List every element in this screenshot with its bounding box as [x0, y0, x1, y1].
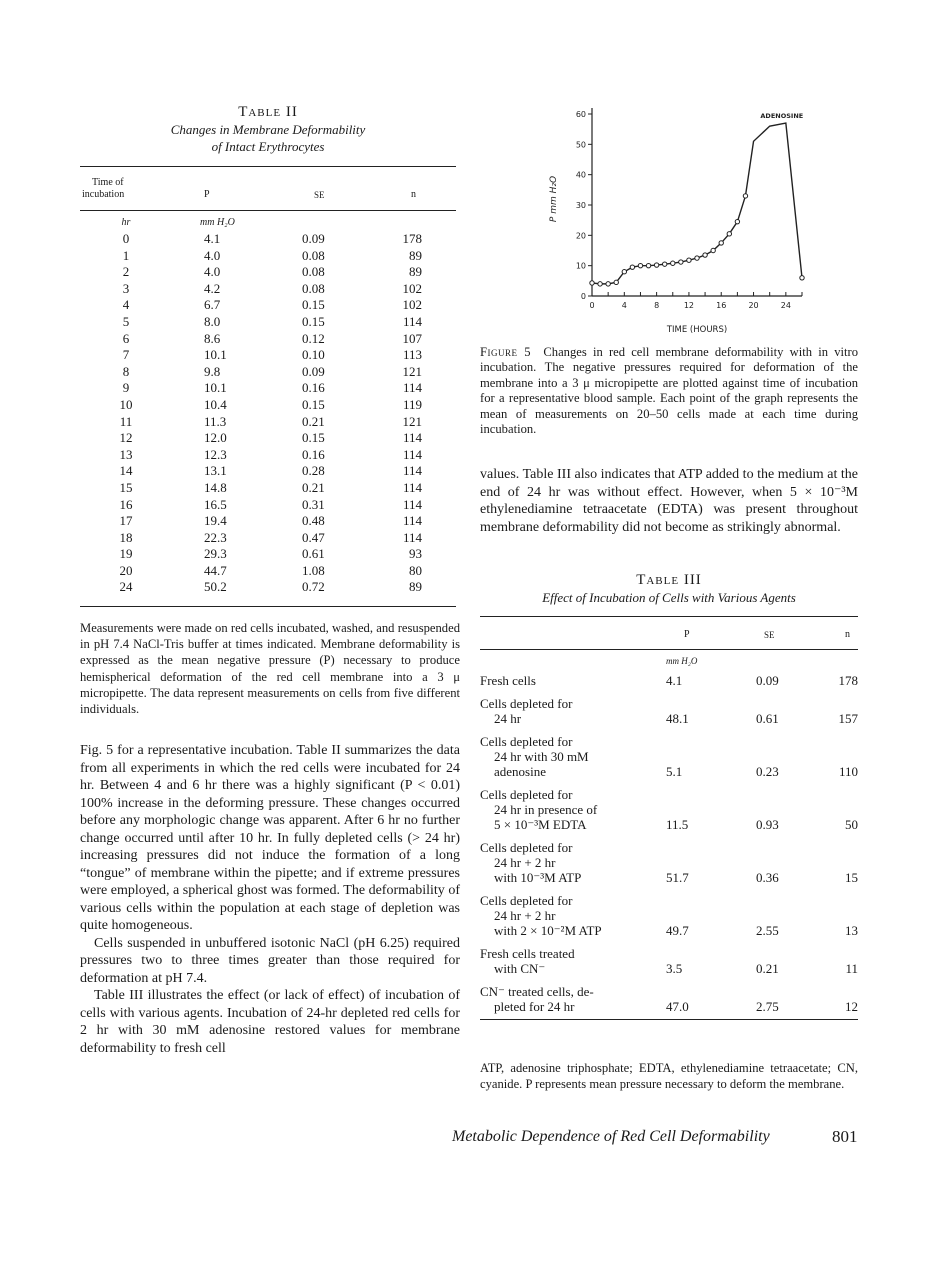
table2-header	[80, 167, 456, 211]
table-row	[80, 331, 456, 348]
cell-n: 114	[402, 463, 422, 479]
table-row	[480, 837, 858, 890]
x-tick-label: 4	[621, 301, 627, 310]
cell-se: 0.23	[756, 764, 779, 779]
cell-n: 80	[409, 562, 422, 578]
table3-footnote: ATP, adenosine triphosphate; EDTA, ethylenediamine tetraacetate; CN, cyanide. P represents mean pressure necessary to deform the membrane.	[480, 1061, 858, 1091]
cell-time: 13	[119, 446, 133, 462]
cell-time: 5	[122, 313, 130, 329]
row-label-line: 24 hr	[494, 711, 522, 726]
y-tick-label: 60	[575, 110, 586, 119]
table2-col-time-line2: incubation	[82, 189, 125, 200]
x-axis-label: TIME (HOURS)	[666, 325, 728, 335]
row-label-line: 24 hr with 30 mM	[494, 749, 589, 764]
table-row	[80, 380, 456, 397]
x-tick-label: 8	[654, 301, 660, 310]
figure5-caption	[480, 345, 858, 437]
body-text-left	[80, 742, 460, 1057]
cell-n: 93	[409, 546, 422, 562]
cell-n: 113	[402, 347, 422, 363]
cell-se: 0.21	[302, 413, 325, 429]
cell-time: 20	[119, 562, 133, 578]
data-point	[630, 265, 634, 269]
cell-time: 17	[119, 513, 133, 529]
data-point	[687, 258, 691, 262]
table2-subtitle-line1: Changes in Membrane Deformability	[170, 122, 366, 137]
row-label	[480, 673, 640, 688]
cell-time: 18	[119, 529, 133, 545]
row-label-line: with 2 × 10⁻²M ATP	[494, 923, 602, 938]
cell-n: 178	[402, 231, 422, 246]
cell-p: 12.3	[204, 446, 227, 462]
table-row	[80, 463, 456, 480]
data-point	[606, 282, 610, 286]
cell-n: 114	[402, 380, 422, 396]
row-label-line: Cells depleted for	[480, 787, 573, 802]
cell-p: 6.7	[204, 297, 221, 313]
cell-time: 3	[122, 280, 130, 296]
cell-se: 0.61	[302, 546, 325, 562]
y-tick-label: 0	[580, 292, 586, 301]
table-row	[80, 497, 456, 514]
table3-label: Table III	[636, 572, 702, 588]
data-point	[735, 219, 739, 223]
cell-se: 0.16	[302, 446, 325, 462]
row-label-line: Fresh cells	[480, 673, 536, 688]
cell-time: 7	[122, 347, 130, 363]
data-point	[654, 263, 658, 267]
y-axis-label: P mm H₂O	[549, 175, 559, 223]
cell-time: 1	[122, 247, 130, 263]
table-row	[80, 447, 456, 464]
cell-p: 11.3	[204, 413, 227, 429]
cell-se: 0.15	[302, 313, 325, 329]
cell-p: 8.6	[204, 330, 221, 346]
cell-n: 89	[409, 579, 422, 595]
table-row	[80, 364, 456, 381]
cell-n: 107	[402, 330, 422, 346]
table-row	[480, 693, 858, 731]
data-point	[695, 256, 699, 260]
table2-units	[80, 211, 456, 231]
cell-se: 0.61	[756, 711, 779, 726]
cell-p: 16.5	[204, 496, 227, 512]
cell-time: 0	[122, 231, 130, 246]
data-point	[598, 282, 602, 286]
cell-se: 1.08	[302, 562, 325, 578]
row-label-line: with CN⁻	[494, 961, 546, 976]
cell-n: 50	[845, 817, 858, 832]
table3-header	[480, 617, 858, 650]
cell-time: 15	[119, 479, 133, 495]
table2-label: Table II	[238, 104, 298, 120]
y-tick-label: 40	[575, 170, 586, 180]
paragraph: values. Table III also indicates that ATP added to the medium at the end of 24 hr was without effect. However, when 5 × 10⁻³M ethylenediamine tetraacetate (EDTA) was present throughout membrane deformability did not become as strikingly abnormal.	[480, 467, 858, 535]
cell-se: 0.36	[756, 870, 779, 885]
cell-p: 12.0	[204, 430, 227, 446]
row-label-line: 24 hr + 2 hr	[494, 855, 556, 870]
figure5-caption-text: Changes in red cell membrane deformability with in vitro incubation. The negative pressures required for deformation of the membrane into a 3 μ micropipette are plotted against time of incubation for a representative blood sample. Each point of the graph represents the mean of measurements on 20–50 cells made at each time during incubation.	[480, 345, 859, 437]
y-tick-label: 30	[575, 201, 586, 210]
paragraph: Fig. 5 for a representative incubation. Table II summarizes the data from all experiments in which the red cells were incubated for 24 hr. Between 4 and 6 hr there was a highly significant (P < 0.01) 100% increase in the deforming pressure. These changes occurred before any morphologic change was apparent. After 6 hr no further change occurred until after 10 hr. In fully depleted cells (> 24 hr) increasing pressures did not induce the formation of a long “tongue” of membrane within the pipette; and if extreme pressures were employed, a spherical ghost was formed. The deformability of various cells within the population at each stage of depletion was quite homogeneous.	[80, 743, 460, 933]
y-tick-label: 50	[575, 140, 586, 150]
cell-n: 114	[402, 313, 422, 329]
table3-unit-p: mm H₂O	[666, 656, 698, 666]
cell-se: 0.15	[302, 396, 325, 412]
table-row	[80, 579, 456, 596]
table-row	[80, 281, 456, 298]
table-row	[480, 943, 858, 981]
page-number: 801	[832, 1127, 858, 1146]
table-row	[80, 530, 456, 547]
table2-unit-p: mm H₂O	[200, 217, 235, 228]
cell-se: 0.15	[302, 430, 325, 446]
x-tick-label: 12	[683, 301, 695, 310]
cell-se: 0.48	[302, 513, 325, 529]
row-label-line: Cells depleted for	[480, 893, 573, 908]
table2-col-time-line1: Time of	[92, 177, 124, 188]
table-row	[80, 248, 456, 265]
x-tick-label: 16	[716, 301, 727, 310]
table3	[480, 616, 858, 1020]
table3-col-n: n	[845, 629, 850, 640]
row-label	[480, 840, 640, 885]
figure5-chart	[540, 96, 820, 341]
cell-p: 47.0	[666, 999, 689, 1014]
table2	[80, 166, 456, 607]
paragraph: Cells suspended in unbuffered isotonic NaCl (pH 6.25) required pressures two to three times greater than those required for deformation at pH 7.4.	[80, 935, 460, 986]
row-label-line: 5 × 10⁻³M EDTA	[494, 817, 587, 832]
cell-n: 102	[402, 280, 422, 296]
table-row	[80, 231, 456, 248]
row-label-line: 24 hr + 2 hr	[494, 908, 556, 923]
adenosine-annotation: ADENOSINE	[760, 112, 804, 120]
row-label-line: CN⁻ treated cells, de-	[480, 984, 594, 999]
data-point	[703, 253, 707, 257]
data-point	[646, 263, 650, 267]
cell-se: 0.47	[302, 529, 325, 545]
table2-body	[80, 231, 456, 596]
table2-subtitle-line2: of Intact Erythrocytes	[211, 139, 325, 154]
table-row	[80, 314, 456, 331]
cell-n: 89	[409, 247, 422, 263]
cell-p: 14.8	[204, 479, 227, 495]
cell-se: 0.21	[302, 479, 325, 495]
table2-unit-hr: hr	[121, 217, 131, 228]
cell-se: 0.21	[756, 961, 779, 976]
cell-n: 119	[402, 396, 422, 412]
cell-p: 4.2	[204, 280, 221, 296]
table-row	[80, 397, 456, 414]
data-point	[590, 281, 594, 285]
cell-n: 121	[402, 413, 422, 429]
cell-time: 9	[122, 380, 130, 396]
cell-p: 19.4	[204, 513, 227, 529]
cell-p: 10.1	[204, 347, 227, 363]
cell-n: 12	[845, 999, 858, 1014]
cell-se: 2.55	[756, 923, 779, 938]
cell-se: 0.08	[302, 247, 325, 263]
row-label-line: 24 hr in presence of	[494, 802, 598, 817]
table-row	[80, 347, 456, 364]
table-row	[80, 546, 456, 563]
figure5-caption-label: Figure 5	[480, 345, 531, 359]
cell-p: 22.3	[204, 529, 227, 545]
cell-n: 13	[845, 923, 858, 938]
paragraph: Table III illustrates the effect (or lack of effect) of incubation of cells with various agents. Incubation of 24-hr depleted red cells for 2 hr with 30 mM adenosine restored values for membrane deformability to fresh cell	[80, 988, 460, 1056]
body-text-right	[480, 466, 858, 536]
table2-col-n: n	[411, 189, 416, 200]
cell-p: 9.8	[204, 363, 221, 379]
table3-body	[480, 670, 858, 1019]
table-row	[480, 731, 858, 784]
cell-se: 0.28	[302, 463, 325, 479]
cell-se: 0.10	[302, 347, 325, 363]
cell-n: 114	[402, 446, 422, 462]
table-row	[80, 264, 456, 281]
row-label	[480, 696, 640, 726]
data-point	[719, 241, 723, 245]
row-label-line: Fresh cells treated	[480, 946, 575, 961]
row-label	[480, 946, 640, 976]
cell-time: 11	[119, 413, 133, 429]
table-row	[80, 414, 456, 431]
cell-se: 2.75	[756, 999, 779, 1014]
data-point	[743, 194, 747, 198]
table2-col-p: P	[204, 189, 210, 200]
cell-se: 0.09	[302, 231, 325, 246]
cell-p: 49.7	[666, 923, 689, 938]
cell-time: 6	[122, 330, 130, 346]
data-point	[662, 262, 666, 266]
data-point	[800, 276, 804, 280]
cell-p: 4.1	[204, 231, 221, 246]
cell-se: 0.09	[302, 363, 325, 379]
cell-time: 19	[119, 546, 133, 562]
cell-p: 44.7	[204, 562, 227, 578]
cell-n: 15	[845, 870, 858, 885]
row-label	[480, 734, 640, 779]
data-point	[614, 280, 618, 284]
table-row	[480, 981, 858, 1019]
cell-p: 4.0	[204, 247, 221, 263]
y-tick-label: 10	[575, 261, 586, 271]
table-row	[480, 890, 858, 943]
cell-se: 0.08	[302, 280, 325, 296]
cell-n: 110	[838, 764, 858, 779]
cell-p: 3.5	[666, 961, 683, 976]
row-label-line: Cells depleted for	[480, 734, 573, 749]
row-label	[480, 984, 640, 1014]
table2-footnote: Measurements were made on red cells incubated, washed, and resuspended in pH 7.4 NaCl-Tris buffer at times indicated. Membrane deformability is expressed as the mean negative pressure (P) necessary to produce hemispherical deformation of the red cell membrane into a 3 μ micropipette. The data represent measurements on cells from five different individuals.	[80, 621, 460, 717]
cell-time: 14	[119, 463, 133, 479]
cell-n: 114	[402, 496, 422, 512]
cell-time: 12	[119, 430, 133, 446]
data-point	[638, 263, 642, 267]
cell-se: 0.72	[302, 579, 325, 595]
row-label	[480, 893, 640, 938]
row-label-line: with 10⁻³M ATP	[494, 870, 582, 885]
table3-heading	[480, 572, 858, 606]
cell-p: 29.3	[204, 546, 227, 562]
row-label-line: Cells depleted for	[480, 696, 573, 711]
cell-se: 0.15	[302, 297, 325, 313]
cell-n: 178	[838, 673, 858, 688]
table3-units	[480, 650, 858, 670]
cell-p: 4.1	[666, 673, 683, 688]
cell-se: 0.12	[302, 330, 325, 346]
cell-n: 114	[402, 513, 422, 529]
cell-p: 8.0	[204, 313, 221, 329]
cell-n: 102	[402, 297, 422, 313]
cell-time: 2	[122, 264, 130, 280]
table-row	[80, 563, 456, 580]
table-row	[480, 784, 858, 837]
cell-se: 0.09	[756, 673, 779, 688]
cell-time: 24	[119, 579, 133, 595]
table3-subtitle: Effect of Incubation of Cells with Various Agents	[542, 590, 796, 605]
cell-n: 114	[402, 430, 422, 446]
cell-se: 0.31	[302, 496, 325, 512]
cell-time: 4	[122, 297, 130, 313]
cell-n: 114	[402, 479, 422, 495]
data-point	[679, 260, 683, 264]
cell-time: 16	[119, 496, 133, 512]
data-point	[622, 270, 626, 274]
data-point	[727, 232, 731, 236]
cell-n: 89	[409, 264, 422, 280]
data-point	[711, 248, 715, 252]
y-tick-label: 20	[575, 231, 586, 241]
cell-p: 10.4	[204, 396, 227, 412]
table2-heading	[80, 104, 456, 155]
cell-p: 10.1	[204, 380, 227, 396]
cell-time: 10	[119, 396, 133, 412]
cell-p: 5.1	[666, 764, 683, 779]
table-row	[80, 513, 456, 530]
row-label-line: Cells depleted for	[480, 840, 573, 855]
cell-p: 51.7	[666, 870, 689, 885]
running-title: Metabolic Dependence of Red Cell Deformability	[452, 1128, 770, 1145]
table-row	[80, 480, 456, 497]
x-tick-label: 20	[748, 301, 759, 310]
figure5	[540, 96, 820, 341]
cell-p: 13.1	[204, 463, 227, 479]
cell-n: 114	[402, 529, 422, 545]
cell-n: 11	[845, 961, 858, 976]
cell-p: 4.0	[204, 264, 221, 280]
cell-p: 50.2	[204, 579, 227, 595]
cell-p: 11.5	[666, 817, 689, 832]
data-point	[671, 261, 675, 265]
cell-n: 121	[402, 363, 422, 379]
table-row	[80, 297, 456, 314]
cell-se: 0.08	[302, 264, 325, 280]
x-tick-label: 24	[780, 301, 791, 310]
table-row	[480, 670, 858, 693]
row-label	[480, 787, 640, 832]
cell-p: 48.1	[666, 711, 689, 726]
table3-col-p: P	[684, 629, 690, 640]
cell-n: 157	[838, 711, 858, 726]
cell-se: 0.93	[756, 817, 779, 832]
x-tick-label: 0	[589, 301, 595, 310]
row-label-line: pleted for 24 hr	[494, 999, 575, 1014]
table-row	[80, 430, 456, 447]
table2-col-se: SE	[314, 190, 325, 200]
cell-time: 8	[122, 363, 130, 379]
table3-col-se: SE	[764, 630, 775, 640]
cell-se: 0.16	[302, 380, 325, 396]
row-label-line: adenosine	[494, 764, 546, 779]
